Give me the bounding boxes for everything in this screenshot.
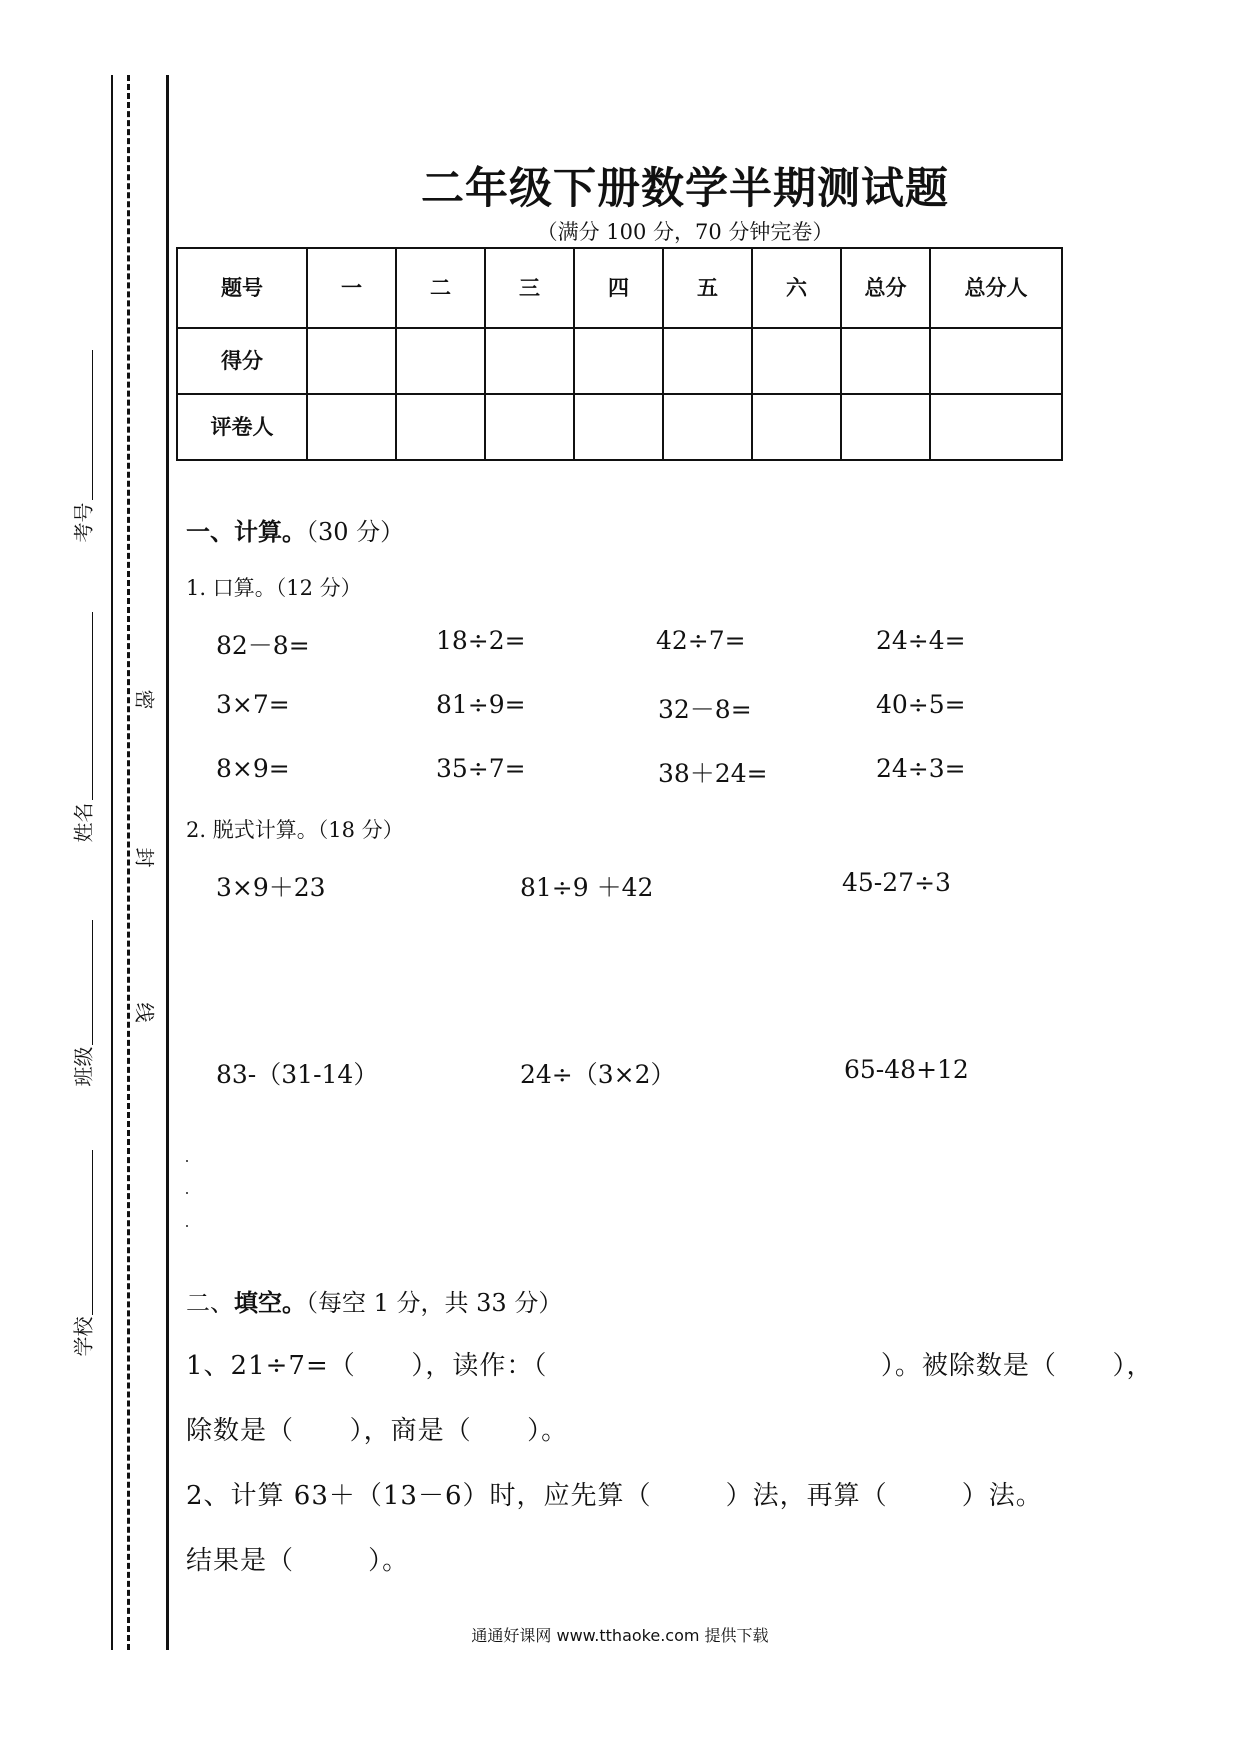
name-blank [92, 612, 93, 800]
grader-cell[interactable] [485, 394, 574, 460]
table-header-cell: 二 [396, 248, 485, 328]
school-blank [92, 1150, 93, 1315]
exam-no-blank [92, 350, 93, 500]
binding-dashed-line [127, 75, 130, 1650]
binding-line-inner [166, 75, 169, 1650]
score-cell[interactable] [663, 328, 752, 394]
score-cell[interactable] [930, 328, 1062, 394]
grader-cell[interactable] [663, 394, 752, 460]
section1-heading [186, 512, 404, 547]
grader-cell[interactable] [752, 394, 841, 460]
binding-line-outer [111, 75, 113, 1650]
table-row-grader [177, 394, 1062, 460]
oral-expr: 35÷7= [436, 754, 526, 783]
fill-question-line: 结果是（ ）。 [186, 1546, 410, 1576]
score-table [176, 247, 1063, 461]
class-blank [92, 920, 93, 1045]
oral-expr: 42÷7= [656, 626, 746, 655]
stray-dot [186, 1225, 188, 1227]
table-row-label: 评卷人 [177, 394, 307, 460]
seal-char-xian: 线 [132, 1002, 157, 1023]
grader-cell[interactable] [841, 394, 930, 460]
table-row-score [177, 328, 1062, 394]
stepwise-expr: 81÷9 ＋42 [520, 873, 654, 902]
seal-char-mi: 密 [132, 689, 157, 710]
score-cell[interactable] [307, 328, 396, 394]
stepwise-expr: 24÷（3×2） [520, 1060, 676, 1089]
section2-heading-num: 二、 [186, 1289, 234, 1317]
section2-heading-bold: 填空。 [234, 1289, 306, 1317]
grader-cell[interactable] [307, 394, 396, 460]
exam-no-label: 考号 [71, 502, 96, 543]
table-header-cell: 总分 [841, 248, 930, 328]
page-title: 二年级下册数学半期测试题 [421, 164, 949, 214]
seal-char-feng: 封 [132, 847, 157, 868]
oral-expr: 38＋24= [658, 759, 768, 788]
section1-heading-bold: 一、计算。 [186, 518, 306, 546]
oral-expr: 81÷9= [436, 690, 526, 719]
table-header-cell: 六 [752, 248, 841, 328]
oral-expr: 18÷2= [436, 626, 526, 655]
table-header-cell: 三 [485, 248, 574, 328]
table-header-row [177, 248, 1062, 328]
grader-cell[interactable] [396, 394, 485, 460]
section1-heading-points: （30 分） [306, 518, 405, 546]
part1-heading: 1. 口算。（12 分） [186, 576, 362, 600]
score-cell[interactable] [841, 328, 930, 394]
table-header-cell: 一 [307, 248, 396, 328]
fill-question-line: 除数是（ ），商是（ ）。 [186, 1416, 569, 1446]
table-header-cell: 四 [574, 248, 663, 328]
grader-cell[interactable] [574, 394, 663, 460]
table-header-cell: 五 [663, 248, 752, 328]
oral-expr: 3×7= [216, 690, 290, 719]
page-subtitle: （满分 100 分，70 分钟完卷） [536, 220, 834, 244]
oral-expr: 24÷3= [876, 754, 966, 783]
stray-dot [186, 1192, 188, 1194]
section2-heading-points: （每空 1 分，共 33 分） [306, 1289, 563, 1317]
section2-heading [186, 1283, 562, 1318]
oral-expr: 32－8= [658, 695, 752, 724]
fill-question-line: 1、21÷7=（ ），读作：（ ）。被除数是（ ）， [186, 1351, 1154, 1381]
school-label: 学校 [71, 1316, 96, 1357]
table-header-cell: 题号 [177, 248, 307, 328]
grader-cell[interactable] [930, 394, 1062, 460]
stepwise-expr: 45-27÷3 [842, 868, 951, 897]
oral-expr: 8×9= [216, 754, 290, 783]
footer-credit: 通通好课网 www.tthaoke.com 提供下载 [471, 1626, 769, 1645]
part2-heading: 2. 脱式计算。（18 分） [186, 818, 404, 842]
oral-expr: 82－8= [216, 631, 310, 660]
stepwise-expr: 3×9＋23 [216, 873, 326, 902]
score-cell[interactable] [574, 328, 663, 394]
fill-question-line: 2、计算 63＋（13－6）时，应先算（ ）法，再算（ ）法。 [186, 1481, 1043, 1511]
stepwise-expr: 83-（31-14） [216, 1060, 379, 1089]
stepwise-expr: 65-48+12 [844, 1055, 969, 1084]
name-label: 姓名 [71, 802, 96, 843]
score-cell[interactable] [752, 328, 841, 394]
score-cell[interactable] [396, 328, 485, 394]
oral-expr: 24÷4= [876, 626, 966, 655]
oral-expr: 40÷5= [876, 690, 966, 719]
table-header-cell: 总分人 [930, 248, 1062, 328]
class-label: 班级 [71, 1046, 96, 1087]
table-row-label: 得分 [177, 328, 307, 394]
score-cell[interactable] [485, 328, 574, 394]
stray-dot [186, 1160, 188, 1162]
